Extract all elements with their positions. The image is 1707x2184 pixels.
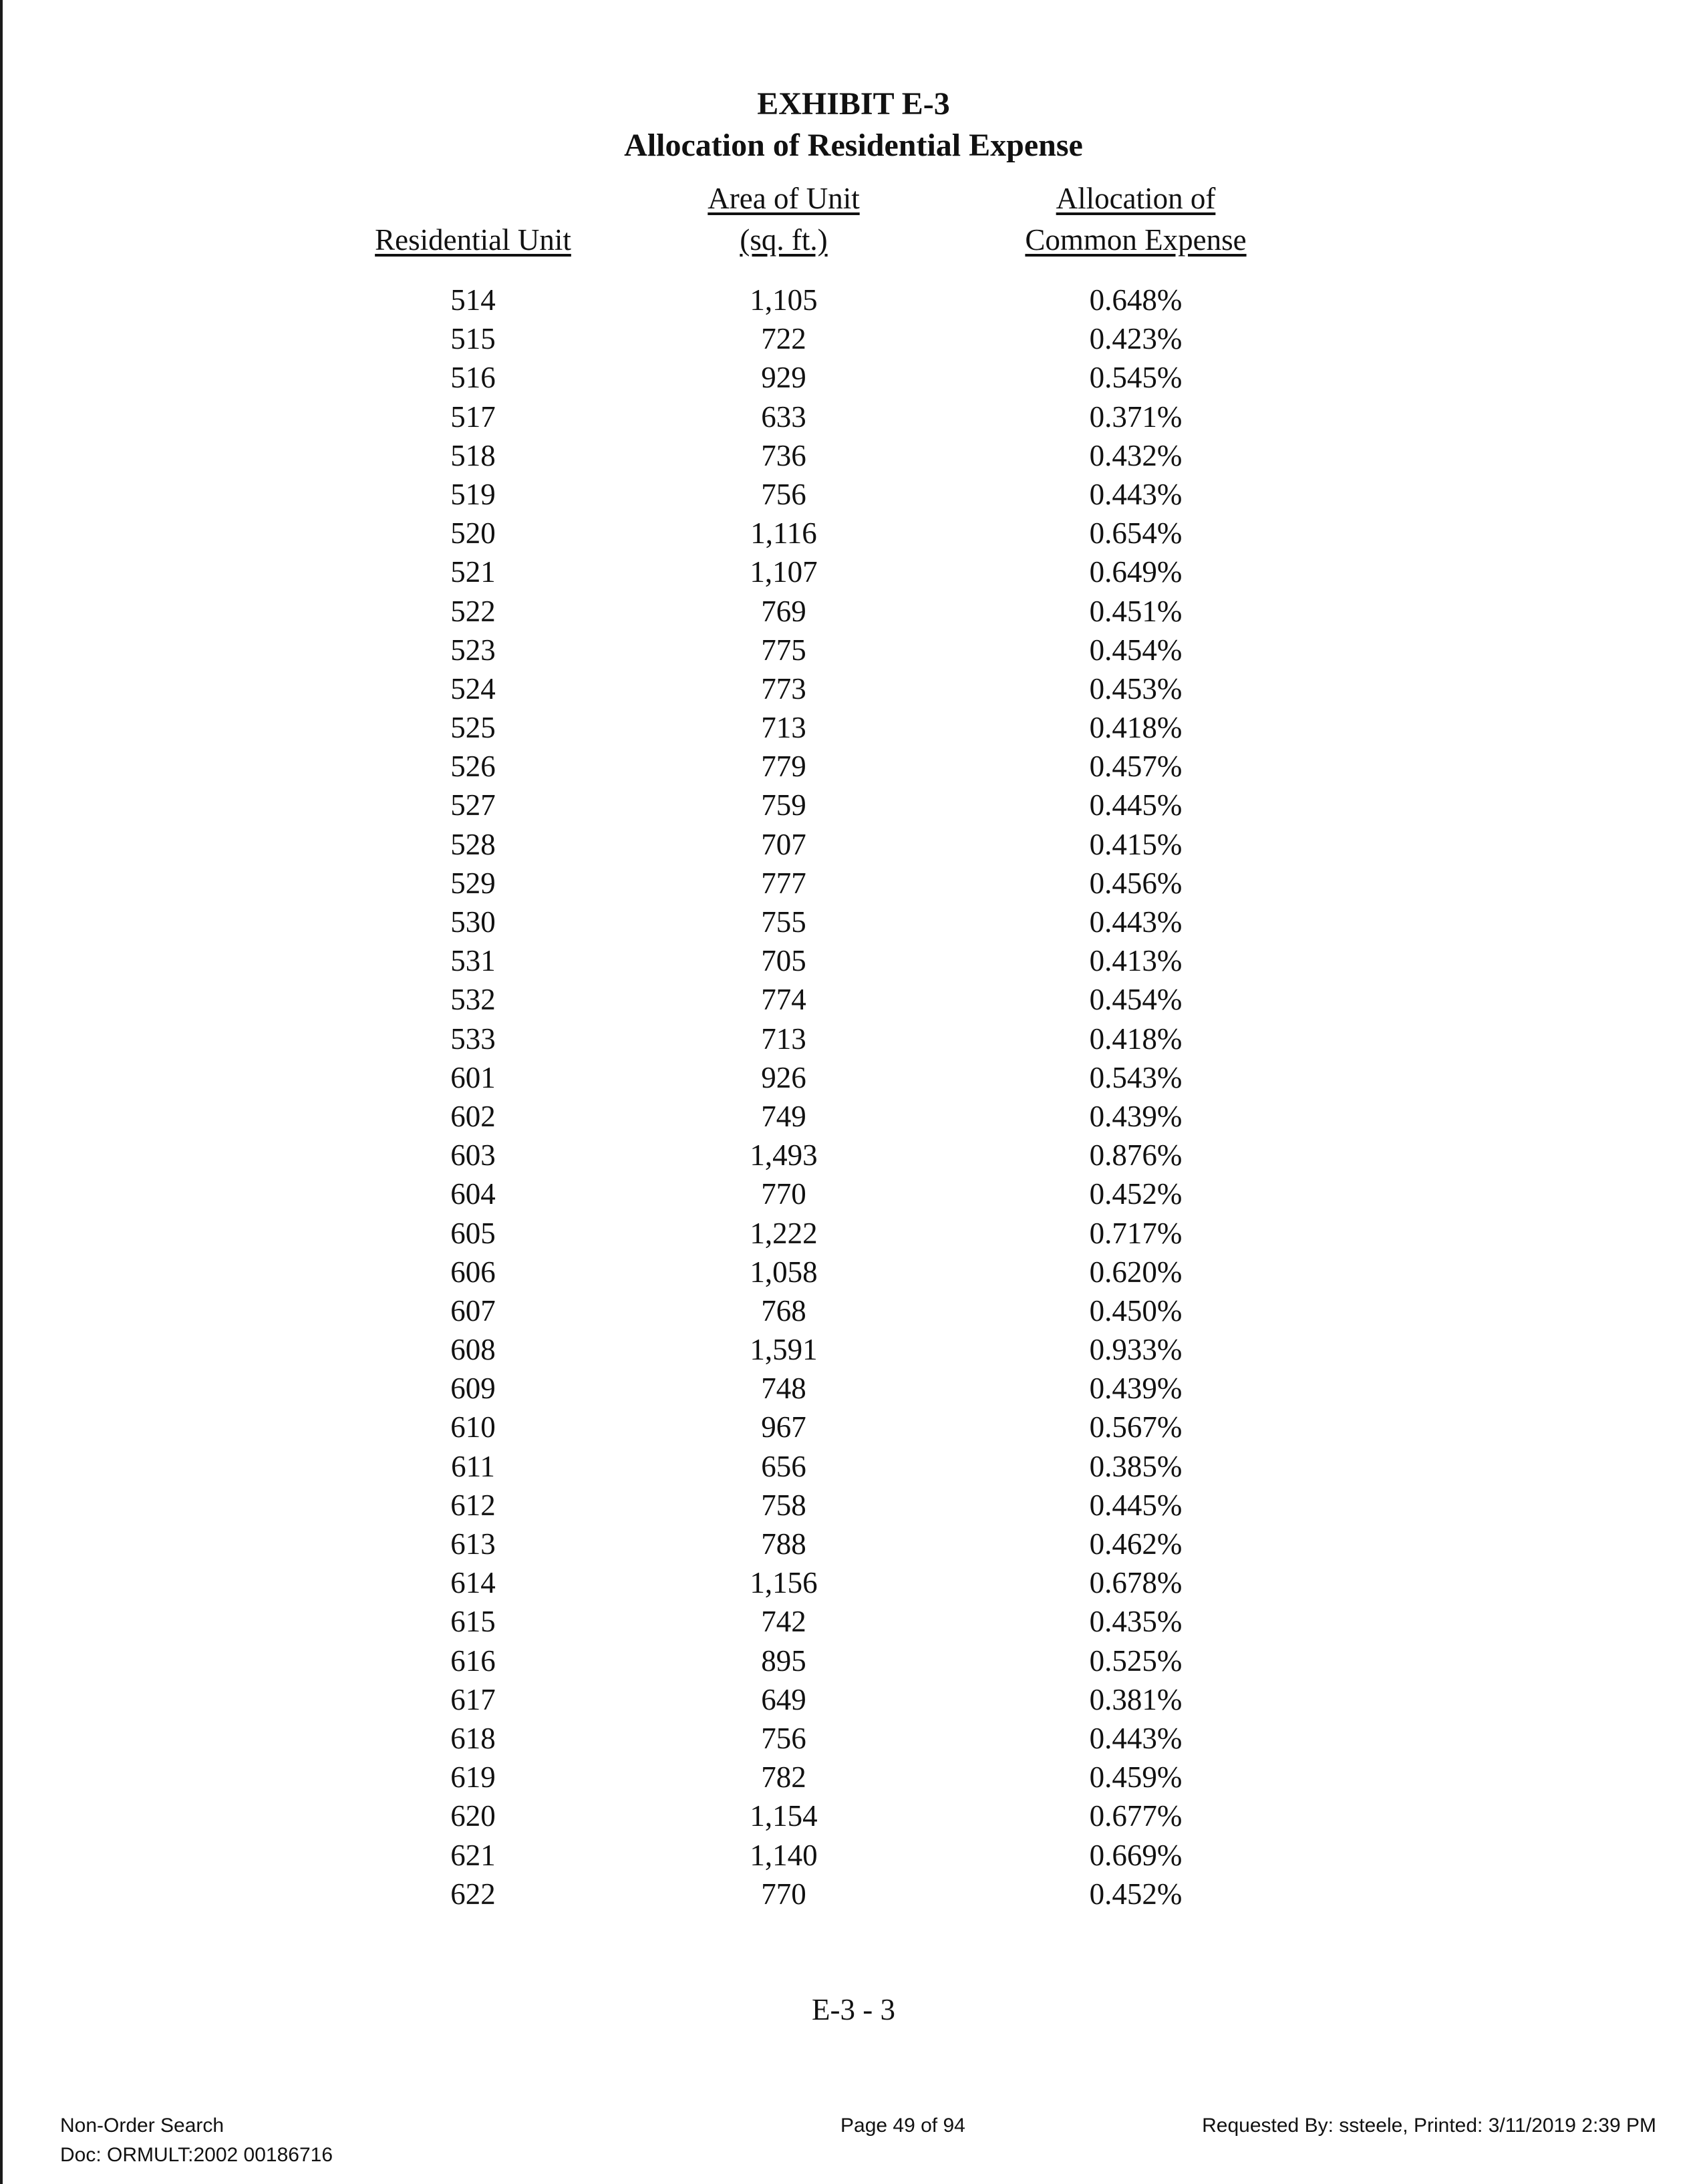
table-row [0,514,1707,553]
cell-area: 769 [761,594,806,628]
table-row [0,1525,1707,1563]
cell-allocation: 0.654% [1089,516,1183,551]
table-row [0,708,1707,747]
table-row [0,941,1707,980]
cell-area: 773 [761,671,806,706]
table-row [0,903,1707,941]
cell-allocation: 0.525% [1089,1644,1183,1678]
cell-allocation: 0.454% [1089,633,1183,667]
cell-allocation: 0.443% [1089,905,1183,939]
cell-area: 736 [761,438,806,472]
cell-allocation: 0.454% [1089,983,1183,1017]
cell-allocation: 0.717% [1089,1216,1183,1250]
cell-area: 1,591 [750,1333,818,1367]
cell-unit: 526 [450,750,496,784]
cell-allocation: 0.451% [1089,594,1183,628]
cell-area: 1,116 [750,516,817,551]
cell-unit: 617 [450,1682,496,1716]
cell-allocation: 0.678% [1089,1566,1183,1600]
cell-unit: 603 [450,1138,496,1173]
table-row [0,436,1707,475]
cell-unit: 525 [450,711,496,745]
cell-unit: 616 [450,1644,496,1678]
table-row [0,1175,1707,1213]
cell-unit: 611 [451,1449,495,1483]
footer-search-type: Non-Order Search [60,2115,224,2137]
table-row [0,358,1707,397]
cell-allocation: 0.669% [1089,1838,1183,1872]
cell-allocation: 0.415% [1089,827,1183,861]
cell-unit: 622 [450,1877,496,1911]
table-row [0,1719,1707,1758]
table-row [0,786,1707,824]
table-row [0,319,1707,358]
cell-unit: 609 [450,1372,496,1406]
table-row [0,1020,1707,1058]
cell-area: 1,493 [750,1138,818,1173]
cell-unit: 618 [450,1721,496,1755]
cell-allocation: 0.543% [1089,1060,1183,1094]
table-row [0,553,1707,591]
cell-unit: 527 [450,788,496,822]
cell-area: 748 [761,1372,806,1406]
cell-allocation: 0.620% [1089,1255,1183,1289]
cell-allocation: 0.648% [1089,283,1183,317]
cell-unit: 606 [450,1255,496,1289]
header-alloc-line1: Allocation of [1056,182,1216,215]
cell-area: 1,154 [750,1799,818,1833]
cell-unit: 522 [450,594,496,628]
cell-area: 775 [761,633,806,667]
header-residential-unit [299,219,647,261]
table-row [0,631,1707,669]
cell-allocation: 0.439% [1089,1099,1183,1133]
cell-allocation: 0.453% [1089,671,1183,706]
cell-area: 633 [761,400,806,434]
table-row [0,1875,1707,1913]
cell-unit: 621 [450,1838,496,1872]
cell-allocation: 0.452% [1089,1177,1183,1211]
cell-unit: 518 [450,438,496,472]
cell-area: 774 [761,983,806,1017]
cell-allocation: 0.567% [1089,1410,1183,1444]
cell-allocation: 0.445% [1089,1488,1183,1522]
cell-allocation: 0.443% [1089,477,1183,511]
cell-allocation: 0.435% [1089,1605,1183,1639]
cell-area: 929 [761,361,806,395]
cell-area: 1,058 [750,1255,818,1289]
cell-area: 779 [761,750,806,784]
cell-area: 722 [761,322,806,356]
cell-unit: 615 [450,1605,496,1639]
table-row [0,1836,1707,1875]
table-row [0,398,1707,436]
cell-area: 742 [761,1605,806,1639]
cell-area: 788 [761,1527,806,1561]
cell-area: 1,156 [750,1566,818,1600]
cell-area: 713 [761,711,806,745]
cell-unit: 613 [450,1527,496,1561]
table-row [0,1680,1707,1719]
cell-allocation: 0.649% [1089,555,1183,589]
cell-area: 1,222 [750,1216,818,1250]
cell-unit: 619 [450,1760,496,1795]
table-row [0,1563,1707,1602]
cell-area: 705 [761,944,806,978]
cell-area: 749 [761,1099,806,1133]
cell-allocation: 0.371% [1089,400,1183,434]
footer-left [60,2111,333,2170]
cell-unit: 614 [450,1566,496,1600]
cell-unit: 602 [450,1099,496,1133]
cell-allocation: 0.413% [1089,944,1183,978]
cell-unit: 601 [450,1060,496,1094]
cell-unit: 608 [450,1333,496,1367]
cell-unit: 530 [450,905,496,939]
cell-area: 755 [761,905,806,939]
cell-area: 707 [761,827,806,861]
cell-allocation: 0.418% [1089,711,1183,745]
cell-area: 713 [761,1022,806,1056]
header-allocation [962,178,1309,261]
cell-area: 782 [761,1760,806,1795]
cell-area: 759 [761,788,806,822]
table-row [0,1291,1707,1330]
cell-area: 758 [761,1488,806,1522]
cell-allocation: 0.450% [1089,1293,1183,1328]
cell-unit: 529 [450,866,496,900]
cell-area: 756 [761,1721,806,1755]
header-unit-label: Residential Unit [375,223,571,257]
table-row [0,592,1707,631]
cell-area: 895 [761,1644,806,1678]
cell-area: 926 [761,1060,806,1094]
table-row [0,1136,1707,1175]
cell-area: 768 [761,1293,806,1328]
table-row [0,864,1707,903]
cell-area: 1,107 [750,555,818,589]
table-row [0,1408,1707,1446]
cell-unit: 531 [450,944,496,978]
header-area-line1: Area of Unit [708,182,860,215]
cell-allocation: 0.876% [1089,1138,1183,1173]
cell-area: 1,140 [750,1838,818,1872]
cell-area: 656 [761,1449,806,1483]
allocation-table [0,281,1707,1913]
page-number: E-3 - 3 [812,1993,895,2026]
cell-allocation: 0.457% [1089,750,1183,784]
cell-unit: 519 [450,477,496,511]
table-row [0,825,1707,864]
cell-unit: 515 [450,322,496,356]
cell-unit: 533 [450,1022,496,1056]
cell-allocation: 0.933% [1089,1333,1183,1367]
cell-allocation: 0.418% [1089,1022,1183,1056]
table-row [0,1097,1707,1136]
table-row [0,1330,1707,1369]
table-row [0,281,1707,319]
header-area-line2: (sq. ft.) [740,223,828,257]
table-row [0,1369,1707,1408]
cell-unit: 523 [450,633,496,667]
table-row [0,669,1707,708]
table-row [0,1058,1707,1097]
table-row [0,1797,1707,1835]
cell-unit: 517 [450,400,496,434]
table-row [0,1642,1707,1680]
table-row [0,1486,1707,1525]
cell-unit: 520 [450,516,496,551]
cell-unit: 528 [450,827,496,861]
cell-area: 770 [761,1877,806,1911]
exhibit-title: EXHIBIT E-3 [757,86,950,122]
table-row [0,1602,1707,1641]
cell-area: 777 [761,866,806,900]
cell-area: 770 [761,1177,806,1211]
cell-unit: 524 [450,671,496,706]
footer-doc-id: Doc: ORMULT:2002 00186716 [60,2144,333,2166]
footer-page-count: Page 49 of 94 [840,2115,965,2137]
header-alloc-line2: Common Expense [1025,223,1247,257]
cell-unit: 605 [450,1216,496,1250]
cell-allocation: 0.545% [1089,361,1183,395]
table-row [0,1447,1707,1486]
cell-allocation: 0.432% [1089,438,1183,472]
cell-unit: 612 [450,1488,496,1522]
table-row [0,1253,1707,1291]
cell-allocation: 0.443% [1089,1721,1183,1755]
cell-allocation: 0.445% [1089,788,1183,822]
cell-unit: 607 [450,1293,496,1328]
cell-allocation: 0.677% [1089,1799,1183,1833]
cell-allocation: 0.385% [1089,1449,1183,1483]
cell-unit: 604 [450,1177,496,1211]
cell-allocation: 0.459% [1089,1760,1183,1795]
cell-unit: 516 [450,361,496,395]
table-row [0,1758,1707,1797]
cell-allocation: 0.381% [1089,1682,1183,1716]
exhibit-subtitle: Allocation of Residential Expense [624,128,1083,163]
cell-allocation: 0.423% [1089,322,1183,356]
cell-unit: 610 [450,1410,496,1444]
table-row [0,1214,1707,1253]
cell-area: 1,105 [750,283,818,317]
footer-requested-by: Requested By: ssteele, Printed: 3/11/2019 2:39 PM [1202,2115,1656,2137]
cell-allocation: 0.462% [1089,1527,1183,1561]
cell-allocation: 0.452% [1089,1877,1183,1911]
table-row [0,747,1707,786]
cell-unit: 514 [450,283,496,317]
cell-area: 756 [761,477,806,511]
cell-area: 967 [761,1410,806,1444]
cell-area: 649 [761,1682,806,1716]
table-row [0,475,1707,514]
table-row [0,980,1707,1019]
cell-allocation: 0.439% [1089,1372,1183,1406]
cell-allocation: 0.456% [1089,866,1183,900]
header-area-of-unit [610,178,957,261]
cell-unit: 532 [450,983,496,1017]
cell-unit: 620 [450,1799,496,1833]
cell-unit: 521 [450,555,496,589]
